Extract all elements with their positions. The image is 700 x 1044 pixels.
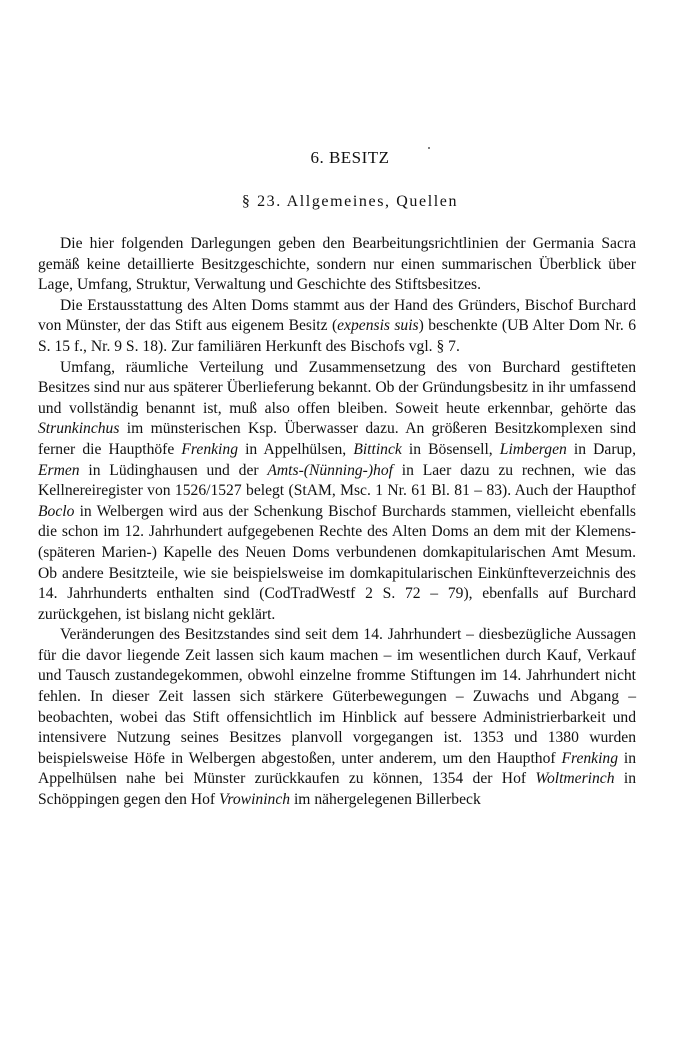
text-run: in Lüdinghausen und der xyxy=(79,461,268,479)
italic-term: Woltmerinch xyxy=(535,770,615,788)
text-run: Die hier folgenden Darlegungen geben den Bearbeitungsrichtlinien der Germania Sacra gemäß keine detaillierte Besitzgeschichte, sondern nur einen summarischen Überblick über Lage, Umfang, Struktur, Verwaltung und Geschichte des Stiftsbesitzes. xyxy=(38,235,636,294)
italic-term: Bittinck xyxy=(353,440,402,458)
italic-term: Strunkinchus xyxy=(38,420,120,438)
italic-term: Boclo xyxy=(38,502,75,520)
paragraph xyxy=(38,625,636,810)
italic-term: Frenking xyxy=(181,440,238,458)
text-run: ) beschenkte (UB Alter Dom Nr. 6 S. 15 f., Nr. 9 S. 18). Zur familiären Herkunft des Bischofs vgl. § 7. xyxy=(38,317,636,355)
italic-term: Ermen xyxy=(38,461,80,479)
text-run: Umfang, räumliche Verteilung und Zusammensetzung des von Burchard gestifteten Besitzes sind nur aus späterer Überlieferung bekannt. Ob der Gründungsbesitz in ihr umfassend und vollständig benannt ist, muß also offen bleiben. Soweit heute erkennbar, gehörte das xyxy=(38,358,636,417)
scan-speck xyxy=(428,147,430,149)
text-run: in Schöppingen gegen den Hof xyxy=(38,770,636,809)
paragraph xyxy=(38,234,636,296)
italic-term: Amts-(Nünning-)hof xyxy=(267,461,393,479)
text-run: im münsterischen Ksp. Überwasser dazu. An größeren Besitzkomplexen sind ferner die Haupthöfe xyxy=(38,420,636,458)
italic-term: expensis suis xyxy=(337,317,419,335)
text-run: in Welbergen wird aus der Schenkung Bischof Burchards stammen, vielleicht ebenfalls die schon im 12. Jahrhundert aufgegebenen Rechte des Alten Doms an dem mit der Klemens- (späteren Marien-) Kapelle des Neuen Doms verbundenen domkapitularischen Amt Mesum. Ob andere Besitzteile, wie sie beispielsweise im domkapitularischen Einkünfteverzeichnis des 14. Jahrhunderts enthalten sind (CodTradWestf 2 S. 72 – 79), ebenfalls auf Burchard zurückgehen, ist bislang nicht geklärt. xyxy=(38,502,636,623)
text-run: im nähergelegenen Billerbeck xyxy=(290,791,481,809)
text-run: in Appelhülsen, xyxy=(238,440,354,458)
text-run: in Darup, xyxy=(566,440,637,458)
section-title: § 23. Allgemeines, Quellen xyxy=(241,193,459,210)
text-run: Veränderungen des Besitzstandes sind seit dem 14. Jahrhundert – diesbezügliche Aussagen für die davor liegende Zeit lassen sich kaum machen – im wesentlichen durch Kauf, Verkauf und Tausch zustandegekommen, obwohl einzelne fromme Stiftungen im 14. Jahrhundert nicht fehlen. In dieser Zeit lassen sich stärkere Güterbewegungen – Zuwachs und Abgang – beobachten, wobei das Stift offensichtlich im Hinblick auf bessere Administrierbarkeit und intensivere Nutzung seines Besitzes planvoll vorgegangen ist. 1353 und 1380 wurden beispielsweise Höfe in Welbergen abgestoßen, unter anderem, um den Haupthof xyxy=(38,626,636,767)
italic-term: Limbergen xyxy=(499,440,567,458)
text-run: Die Erstausstattung des Alten Doms stammt aus der Hand des Gründers, Bischof Burchard von Münster, der das Stift aus eigenem Besitz ( xyxy=(38,296,636,335)
text-run: in Bösensell, xyxy=(401,440,500,458)
text-run: in Appelhülsen nahe bei Münster zurückkaufen zu können, 1354 der Hof xyxy=(38,749,637,788)
paragraph xyxy=(38,358,636,626)
body-text xyxy=(38,234,636,811)
italic-term: Vrowininch xyxy=(219,791,291,809)
chapter-title: 6. BESITZ xyxy=(310,148,390,167)
italic-term: Frenking xyxy=(561,749,619,767)
text-run: in Laer dazu zu rechnen, wie das Kellnereiregister von 1526/1527 belegt (StAM, Msc. 1 Nr. 61 Bl. 81 – 83). Auch der Haupthof xyxy=(38,461,636,500)
paragraph xyxy=(38,296,636,358)
